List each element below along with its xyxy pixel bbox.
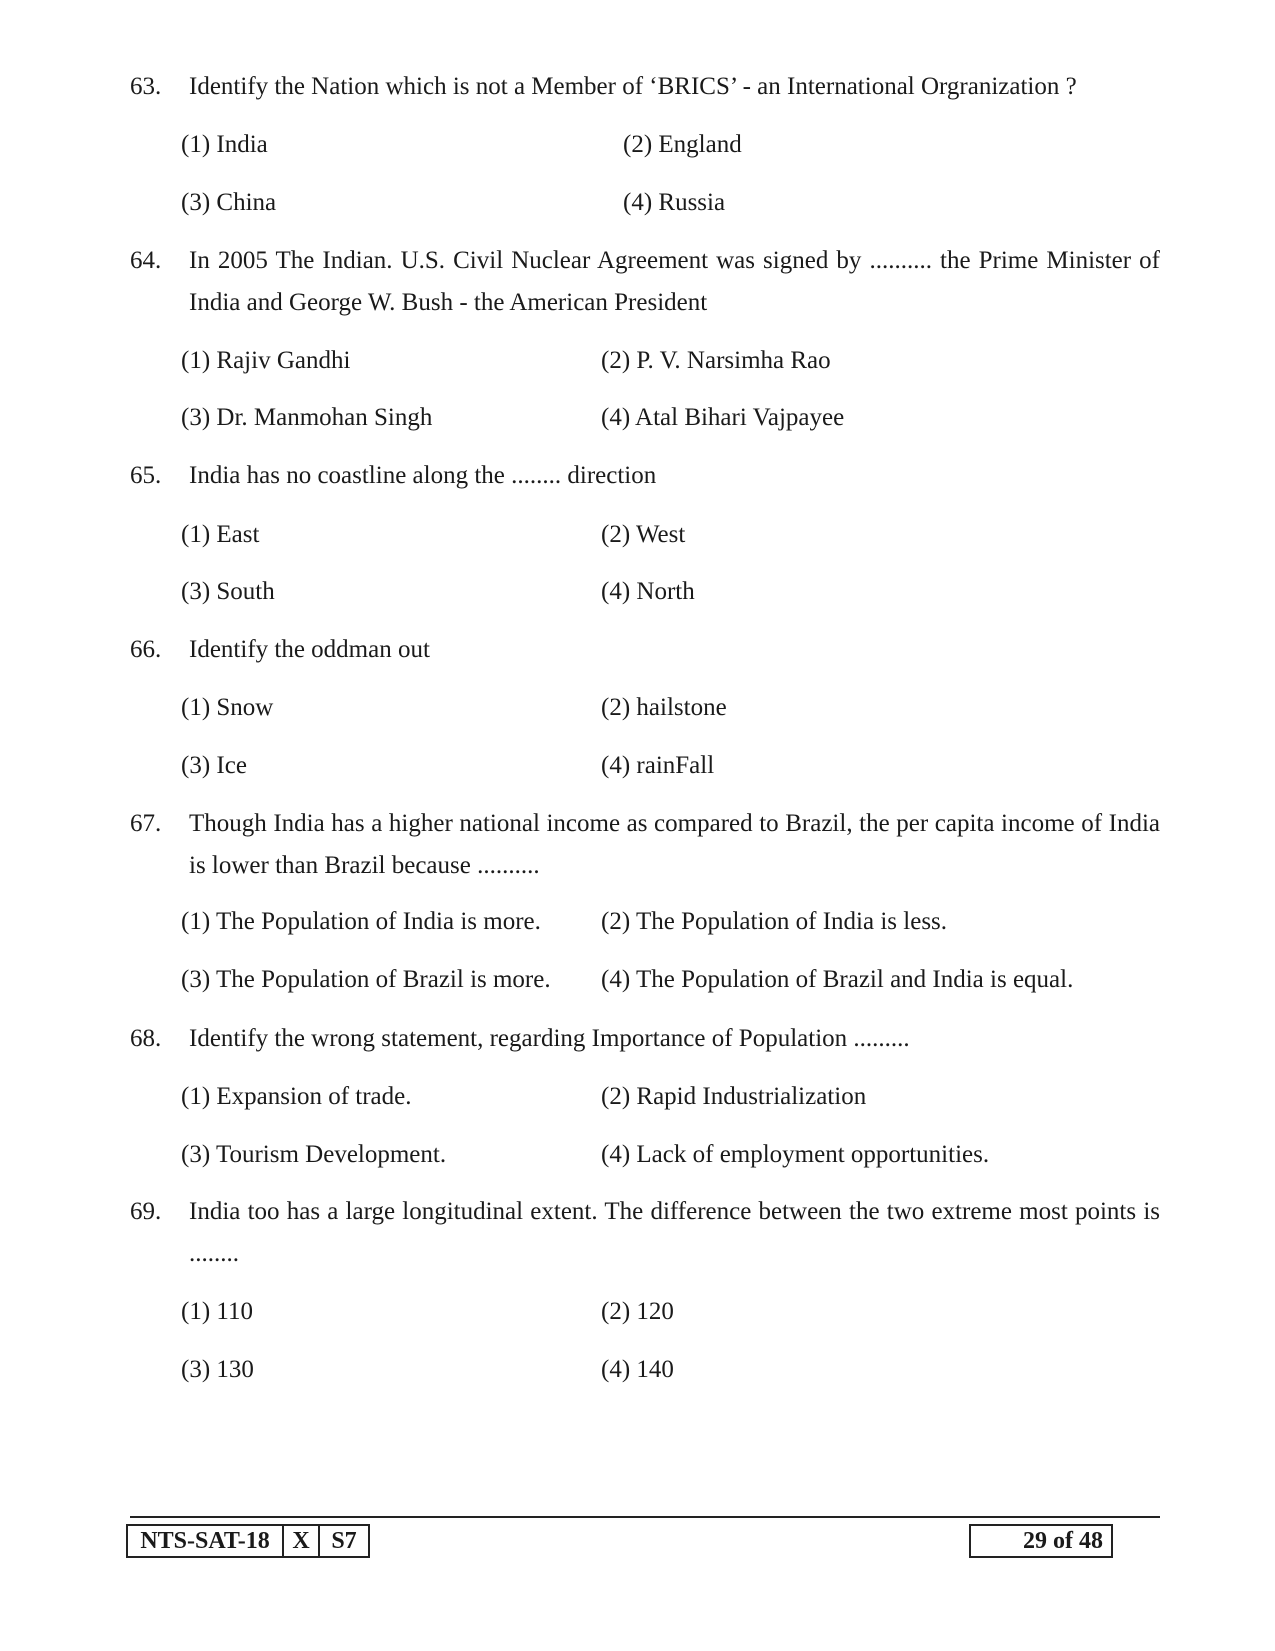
option-4[interactable]: (4) North — [601, 578, 695, 605]
question-number: 67. — [130, 810, 162, 837]
option-2[interactable]: (2) hailstone — [601, 694, 727, 721]
option-3[interactable]: (3) Tourism Development. — [181, 1141, 447, 1168]
question-number: 63. — [130, 73, 162, 100]
option-2[interactable]: (2) 120 — [601, 1298, 674, 1325]
question-number: 66. — [130, 636, 162, 663]
option-4[interactable]: (4) 140 — [601, 1356, 674, 1383]
question-number: 68. — [130, 1025, 162, 1052]
footer-subject: S7 — [318, 1524, 370, 1558]
question-number: 69. — [130, 1198, 162, 1225]
option-2[interactable]: (2) The Population of India is less. — [601, 908, 948, 935]
question-text: In 2005 The Indian. U.S. Civil Nuclear Agreement was signed by .......... the Prime Minister of India and George W. Bush - the American President — [189, 247, 1160, 316]
option-2[interactable]: (2) Rapid Industrialization — [601, 1083, 867, 1110]
footer-exam-code: NTS-SAT-18 — [126, 1524, 284, 1558]
option-3[interactable]: (3) 130 — [181, 1356, 254, 1383]
option-3[interactable]: (3) The Population of Brazil is more. — [181, 966, 551, 993]
question-text: India too has a large longitudinal extent. The difference between the two extreme most points is ........ — [189, 1198, 1160, 1267]
option-4[interactable]: (4) rainFall — [601, 752, 715, 779]
option-1[interactable]: (1) Expansion of trade. — [181, 1083, 412, 1110]
footer-class: X — [282, 1524, 320, 1558]
page-number: 29 of 48 — [969, 1524, 1113, 1558]
option-3[interactable]: (3) China — [181, 189, 277, 216]
question-number: 64. — [130, 247, 162, 274]
option-3[interactable]: (3) South — [181, 578, 275, 605]
option-1[interactable]: (1) Snow — [181, 694, 274, 721]
option-1[interactable]: (1) India — [181, 131, 268, 158]
option-2[interactable]: (2) England — [623, 131, 742, 158]
option-3[interactable]: (3) Dr. Manmohan Singh — [181, 404, 433, 431]
option-4[interactable]: (4) Atal Bihari Vajpayee — [601, 404, 845, 431]
footer-divider — [130, 1516, 1160, 1518]
question-text: Identify the Nation which is not a Member of ‘BRICS’ - an International Orgranization ? — [189, 73, 1077, 100]
option-2[interactable]: (2) P. V. Narsimha Rao — [601, 347, 831, 374]
option-1[interactable]: (1) The Population of India is more. — [181, 908, 541, 935]
question-text: Identify the oddman out — [189, 636, 430, 663]
question-text: Identify the wrong statement, regarding Importance of Population ......... — [189, 1025, 910, 1052]
option-1[interactable]: (1) East — [181, 521, 260, 548]
question-number: 65. — [130, 462, 162, 489]
option-4[interactable]: (4) Russia — [623, 189, 726, 216]
option-1[interactable]: (1) 110 — [181, 1298, 253, 1325]
option-1[interactable]: (1) Rajiv Gandhi — [181, 347, 351, 374]
question-text: India has no coastline along the ........ direction — [189, 462, 657, 489]
option-4[interactable]: (4) The Population of Brazil and India is equal. — [601, 966, 1074, 993]
option-2[interactable]: (2) West — [601, 521, 686, 548]
option-3[interactable]: (3) Ice — [181, 752, 247, 779]
question-text: Though India has a higher national income as compared to Brazil, the per capita income of India is lower than Brazil because .......... — [189, 810, 1160, 879]
option-4[interactable]: (4) Lack of employment opportunities. — [601, 1141, 990, 1168]
